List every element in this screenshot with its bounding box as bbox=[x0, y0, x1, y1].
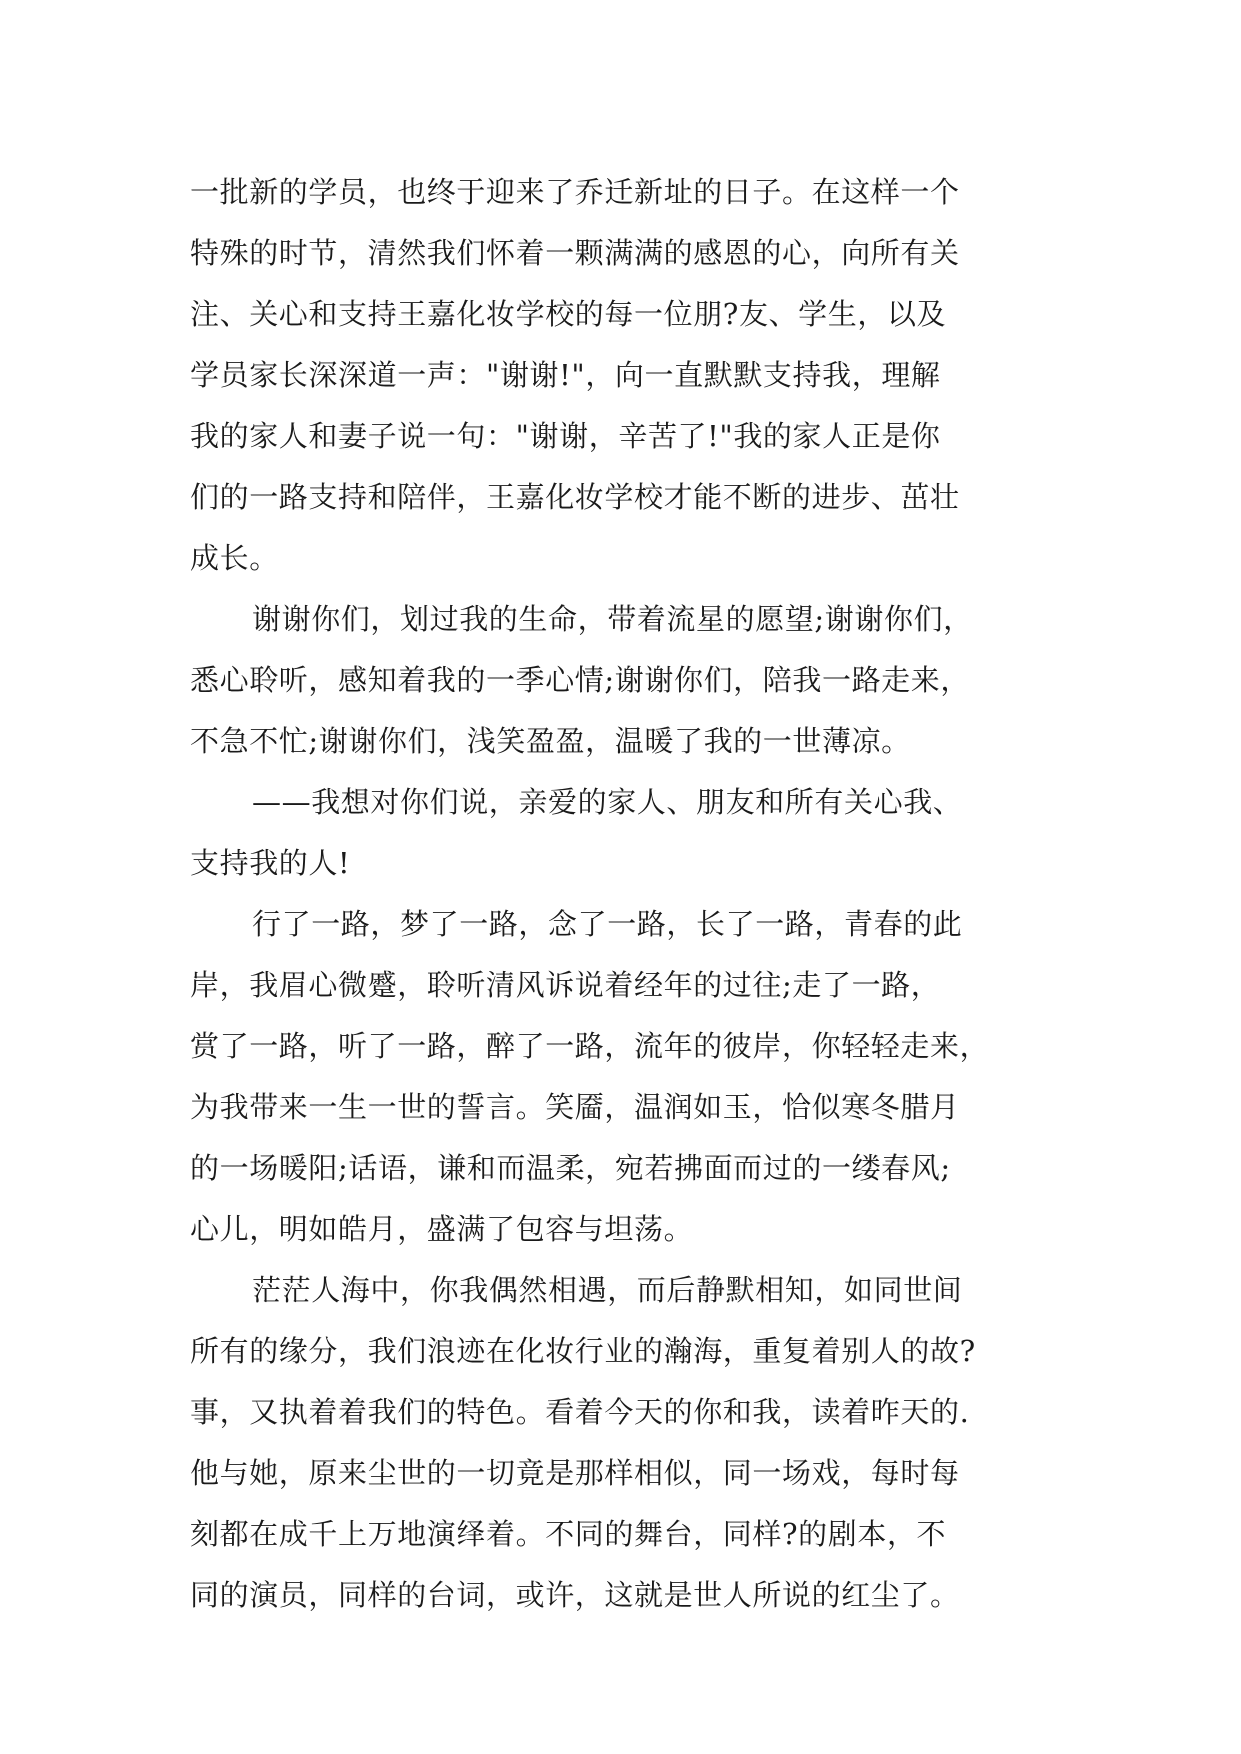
text-line: 的一场暖阳;话语，谦和而温柔，宛若拂面而过的一缕春风; bbox=[190, 1151, 951, 1185]
text-line: 心儿，明如皓月，盛满了包容与坦荡。 bbox=[190, 1212, 694, 1246]
text-line: 我的家人和妻子说一句："谢谢，辛苦了!"我的家人正是你 bbox=[190, 419, 941, 453]
text-line: 特殊的时节，清然我们怀着一颗满满的感恩的心，向所有关 bbox=[190, 236, 960, 270]
text-line: 成长。 bbox=[190, 541, 279, 575]
text-line: 岸，我眉心微蹙，聆听清风诉说着经年的过往;走了一路， bbox=[190, 968, 941, 1002]
text-line: 他与她，原来尘世的一切竟是那样相似，同一场戏，每时每 bbox=[190, 1456, 960, 1490]
text-line: 注、关心和支持王嘉化妆学校的每一位朋?友、学生，以及 bbox=[190, 297, 947, 331]
text-line: 同的演员，同样的台词，或许，这就是世人所说的红尘了。 bbox=[190, 1578, 960, 1612]
text-line: 为我带来一生一世的誓言。笑靥，温润如玉，恰似寒冬腊月 bbox=[190, 1090, 960, 1124]
text-line: 一批新的学员，也终于迎来了乔迁新址的日子。在这样一个 bbox=[190, 175, 960, 209]
text-line: ——我想对你们说，亲爱的家人、朋友和所有关心我、 bbox=[252, 785, 963, 819]
text-line: 不急不忙;谢谢你们，浅笑盈盈，温暖了我的一世薄凉。 bbox=[190, 724, 911, 758]
text-line: 茫茫人海中，你我偶然相遇，而后静默相知，如同世间 bbox=[252, 1273, 963, 1307]
text-line: 刻都在成千上万地演绎着。不同的舞台，同样?的剧本，不 bbox=[190, 1517, 947, 1551]
text-line: 所有的缘分，我们浪迹在化妆行业的瀚海，重复着别人的故? bbox=[190, 1334, 976, 1368]
text-line: 事，又执着着我们的特色。看着今天的你和我，读着昨天的. bbox=[190, 1395, 970, 1429]
text-line: 行了一路，梦了一路，念了一路，长了一路，青春的此 bbox=[252, 907, 963, 941]
text-line: 支持我的人! bbox=[190, 846, 351, 880]
text-line: 们的一路支持和陪伴，王嘉化妆学校才能不断的进步、茁壮 bbox=[190, 480, 960, 514]
text-line: 赏了一路，听了一路，醉了一路，流年的彼岸，你轻轻走来， bbox=[190, 1029, 990, 1063]
body-text bbox=[190, 162, 1070, 1626]
text-line: 悉心聆听，感知着我的一季心情;谢谢你们，陪我一路走来， bbox=[190, 663, 970, 697]
text-line: 学员家长深深道一声："谢谢!"，向一直默默支持我，理解 bbox=[190, 358, 941, 392]
text-line: 谢谢你们，划过我的生命，带着流星的愿望;谢谢你们， bbox=[252, 602, 973, 636]
